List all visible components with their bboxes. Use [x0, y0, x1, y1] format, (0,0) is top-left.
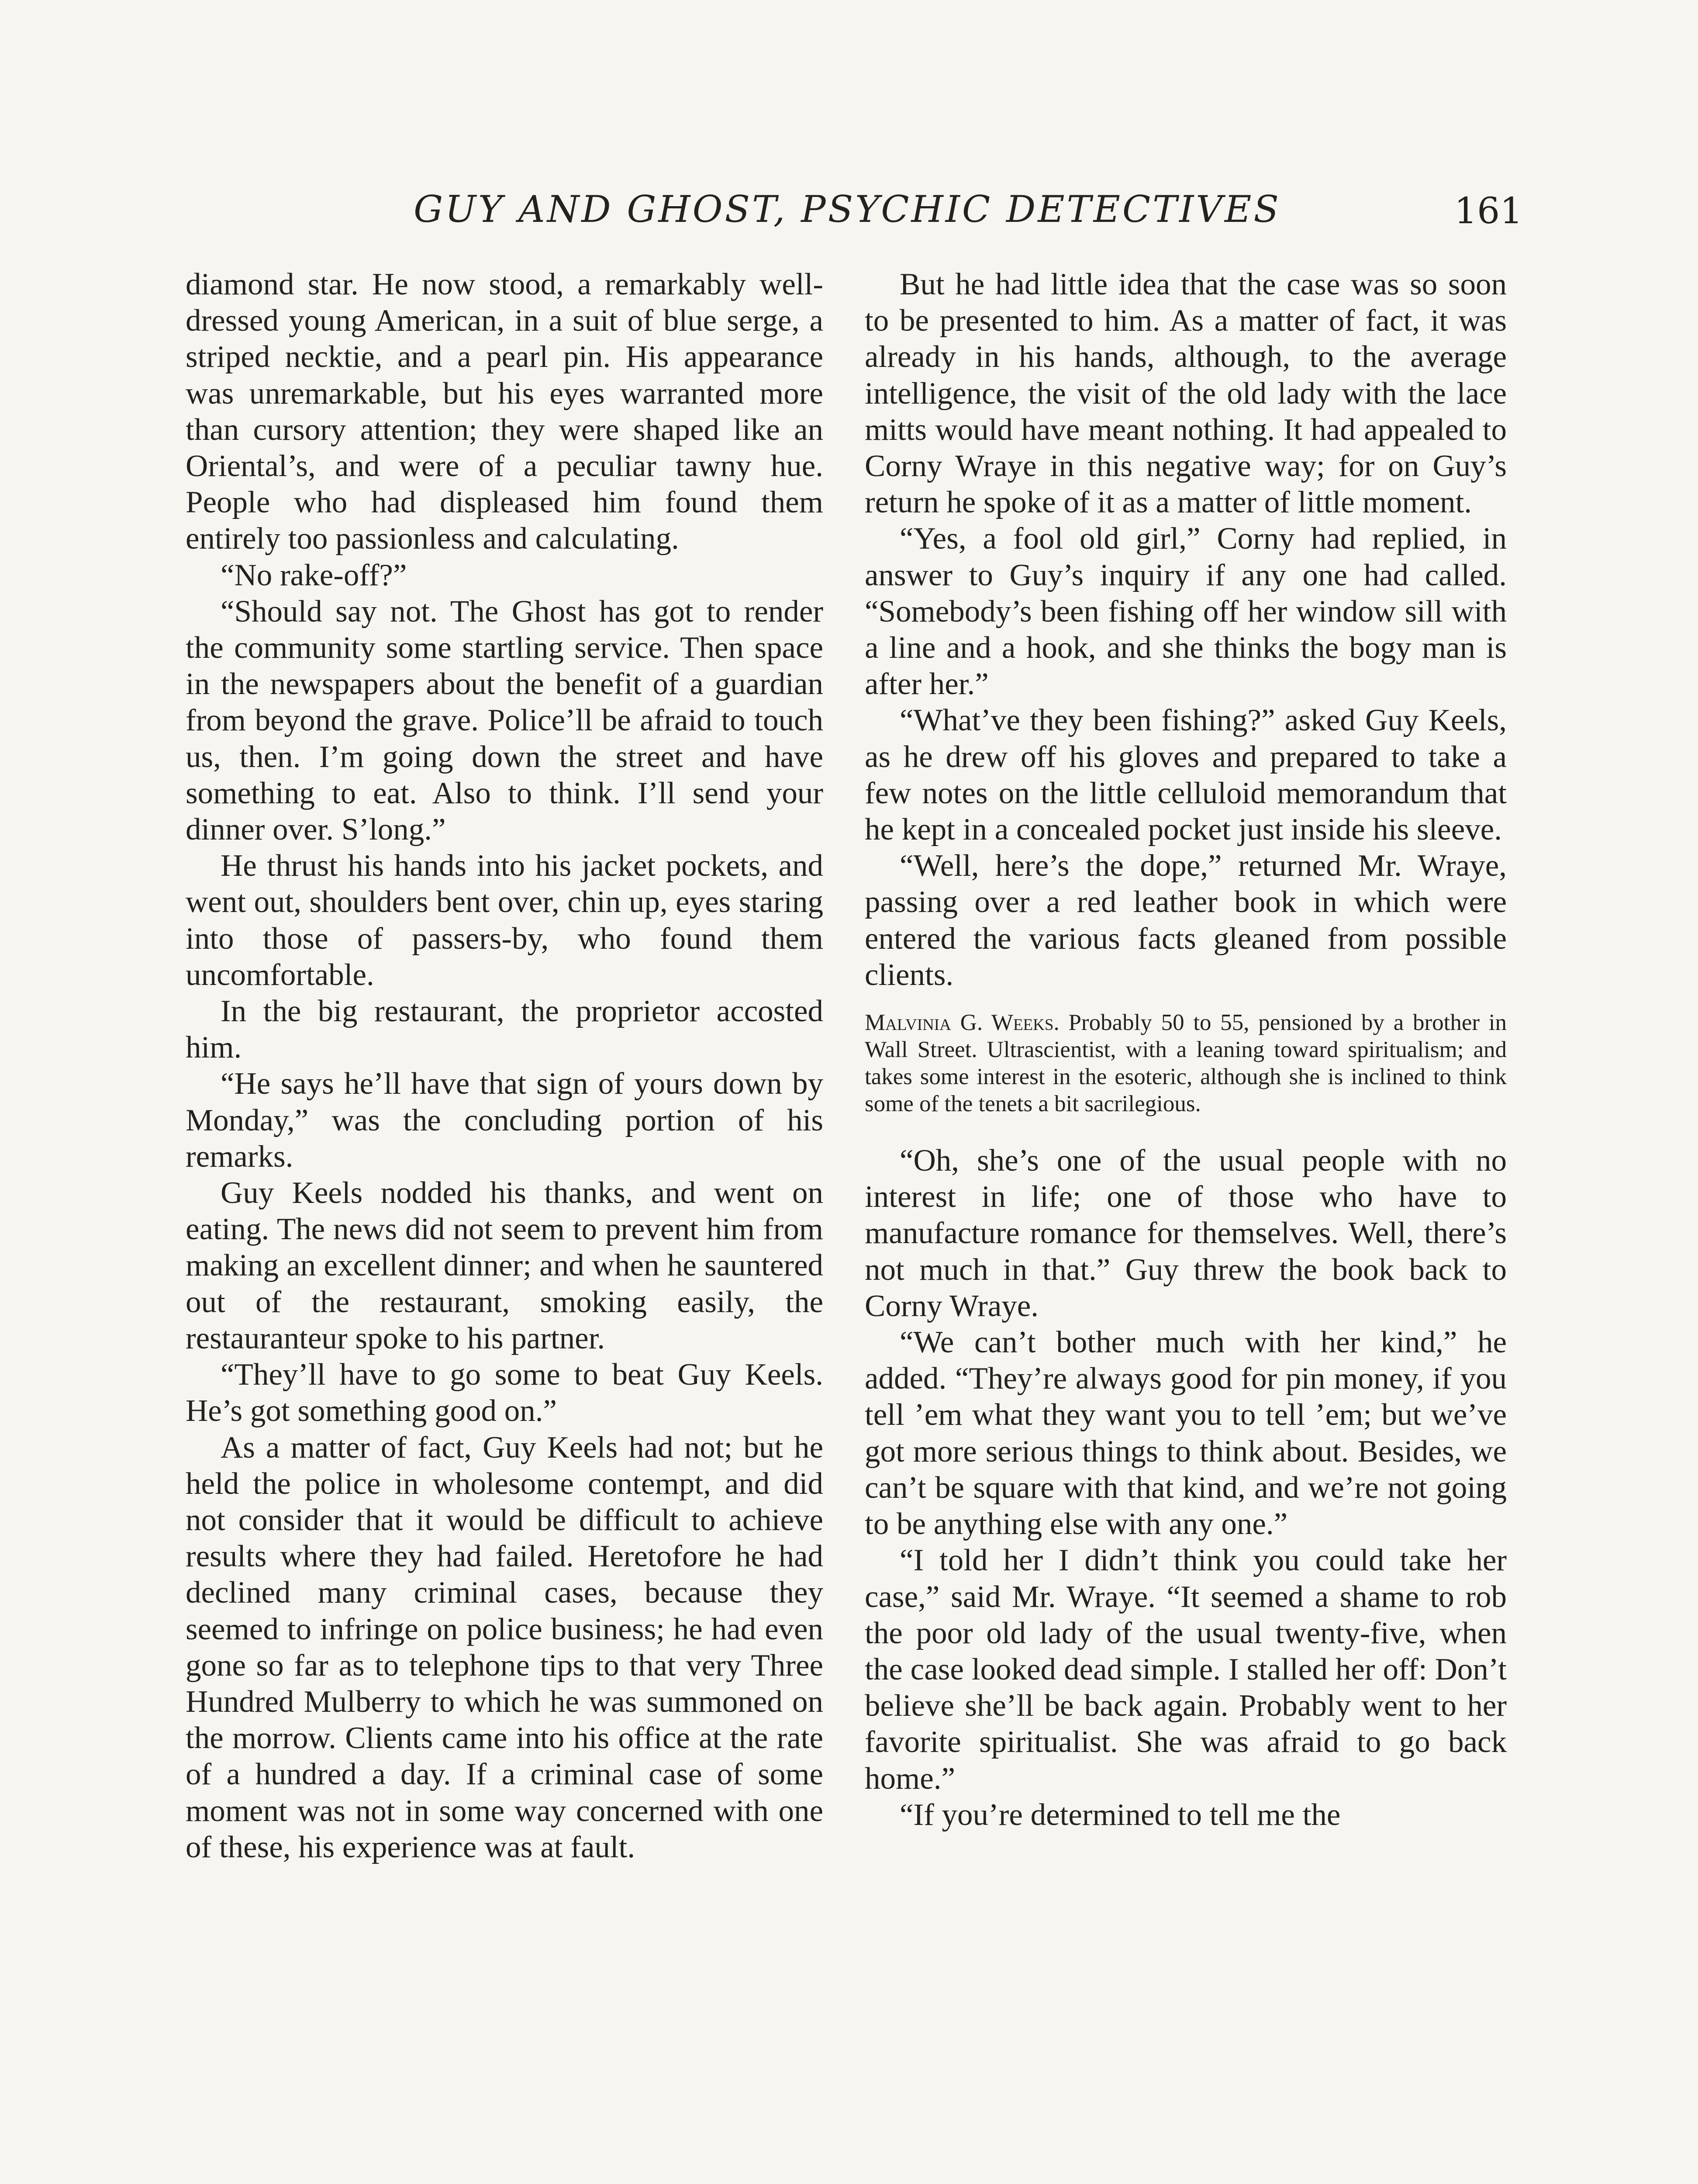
running-title: GUY AND GHOST, PSYCHIC DETECTIVES: [414, 188, 1281, 231]
paragraph: “If you’re determined to tell me the: [900, 1797, 1341, 1832]
right-column: [865, 266, 1507, 1833]
paragraph: “No rake-off?”: [221, 558, 407, 592]
memorandum-entry: [865, 1009, 1507, 1117]
memo-name: Malvinia G. Weeks.: [865, 1010, 1060, 1036]
paragraph: In the big restaurant, the proprietor accosted him.: [186, 994, 823, 1065]
paragraph: “Well, here’s the dope,” returned Mr. Wraye, passing over a red leather book in which were entered the various facts gleaned from possible clients.: [865, 849, 1507, 992]
paragraph: “What’ve they been fishing?” asked Guy Keels, as he drew off his gloves and prepared to take a few notes on the little celluloid memorandum that he kept in a concealed pocket just inside his sleeve.: [865, 703, 1507, 847]
paragraph: He thrust his hands into his jacket pockets, and went out, shoulders bent over, chin up, eyes staring into those of passers-by, who found them uncomfortable.: [186, 849, 823, 992]
paragraph: “Should say not. The Ghost has got to render the community some startling service. Then space in the newspapers about the benefit of a guardian from beyond the grave. Police’ll be afraid to touch us, then. I’m going down the street and have something to eat. Also to think. I’ll send your dinner over. S’long.”: [186, 594, 823, 847]
paragraph: “I told her I didn’t think you could take her case,” said Mr. Wraye. “It seemed a shame to rob the poor old lady of the usual twenty-five, when the case looked dead simple. I stalled her off: Don’t believe she’ll be back again. Probably went to her favorite spiritualist. She was afraid to go back home.”: [865, 1543, 1507, 1796]
paragraph: As a matter of fact, Guy Keels had not; but he held the police in wholesome contempt, and did not consider that it would be difficult to achieve results where they had failed. Heretofore he had declined many criminal cases, because they seemed to infringe on police business; he had even gone so far as to telephone tips to that very Three Hundred Mulberry to which he was summoned on the morrow. Clients came into his office at the rate of a hundred a day. If a criminal case of some moment was not in some way concerned with one of these, his experience was at fault.: [186, 1430, 823, 1864]
paragraph: “Yes, a fool old girl,” Corny had replied, in answer to Guy’s inquiry if any one had called. “Somebody’s been fishing off her window sill with a line and a hook, and she thinks the bogy man is after her.”: [865, 522, 1507, 702]
paragraph: “He says he’ll have that sign of yours down by Monday,” was the concluding portion of his remarks.: [186, 1067, 823, 1174]
paragraph: diamond star. He now stood, a remarkably well-dressed young American, in a suit of blue serge, a striped necktie, and a pearl pin. His appearance was unremarkable, but his eyes warranted more than cursory attention; they were shaped like an Oriental’s, and were of a peculiar tawny hue. People who had displeased him found them entirely too passionless and calculating.: [186, 267, 823, 556]
paragraph: “We can’t bother much with her kind,” he added. “They’re always good for pin money, if you tell ’em what they want you to tell ’em; but we’ve got more serious things to think about. Besides, we can’t be square with that kind, and we’re not going to be anything else with any one.”: [865, 1325, 1507, 1541]
left-column: [186, 266, 823, 1866]
paragraph: But he had little idea that the case was so soon to be presented to him. As a matter of fact, it was already in his hands, although, to the average intelligence, the visit of the old lady with the lace mitts would have meant nothing. It had appealed to Corny Wraye in this negative way; for on Guy’s return he spoke of it as a matter of little moment.: [865, 267, 1507, 520]
memo-body: Probably 50 to 55, pensioned by a brother in Wall Street. Ultrascientist, with a leaning toward spiritualism; and takes some interest in the esoteric, although she is inclined to think some of the tenets a bit sacrilegious.: [865, 1010, 1507, 1117]
paragraph: “They’ll have to go some to beat Guy Keels. He’s got something good on.”: [186, 1358, 823, 1428]
paragraph: “Oh, she’s one of the usual people with no interest in life; one of those who have to manufacture romance for themselves. Well, there’s not much in that.” Guy threw the book back to Corny Wraye.: [865, 1144, 1507, 1323]
page-number: 161: [1454, 190, 1523, 232]
paragraph: Guy Keels nodded his thanks, and went on eating. The news did not seem to prevent him from making an excellent dinner; and when he sauntered out of the restaurant, smoking easily, the restauranteur spoke to his partner.: [186, 1176, 823, 1355]
